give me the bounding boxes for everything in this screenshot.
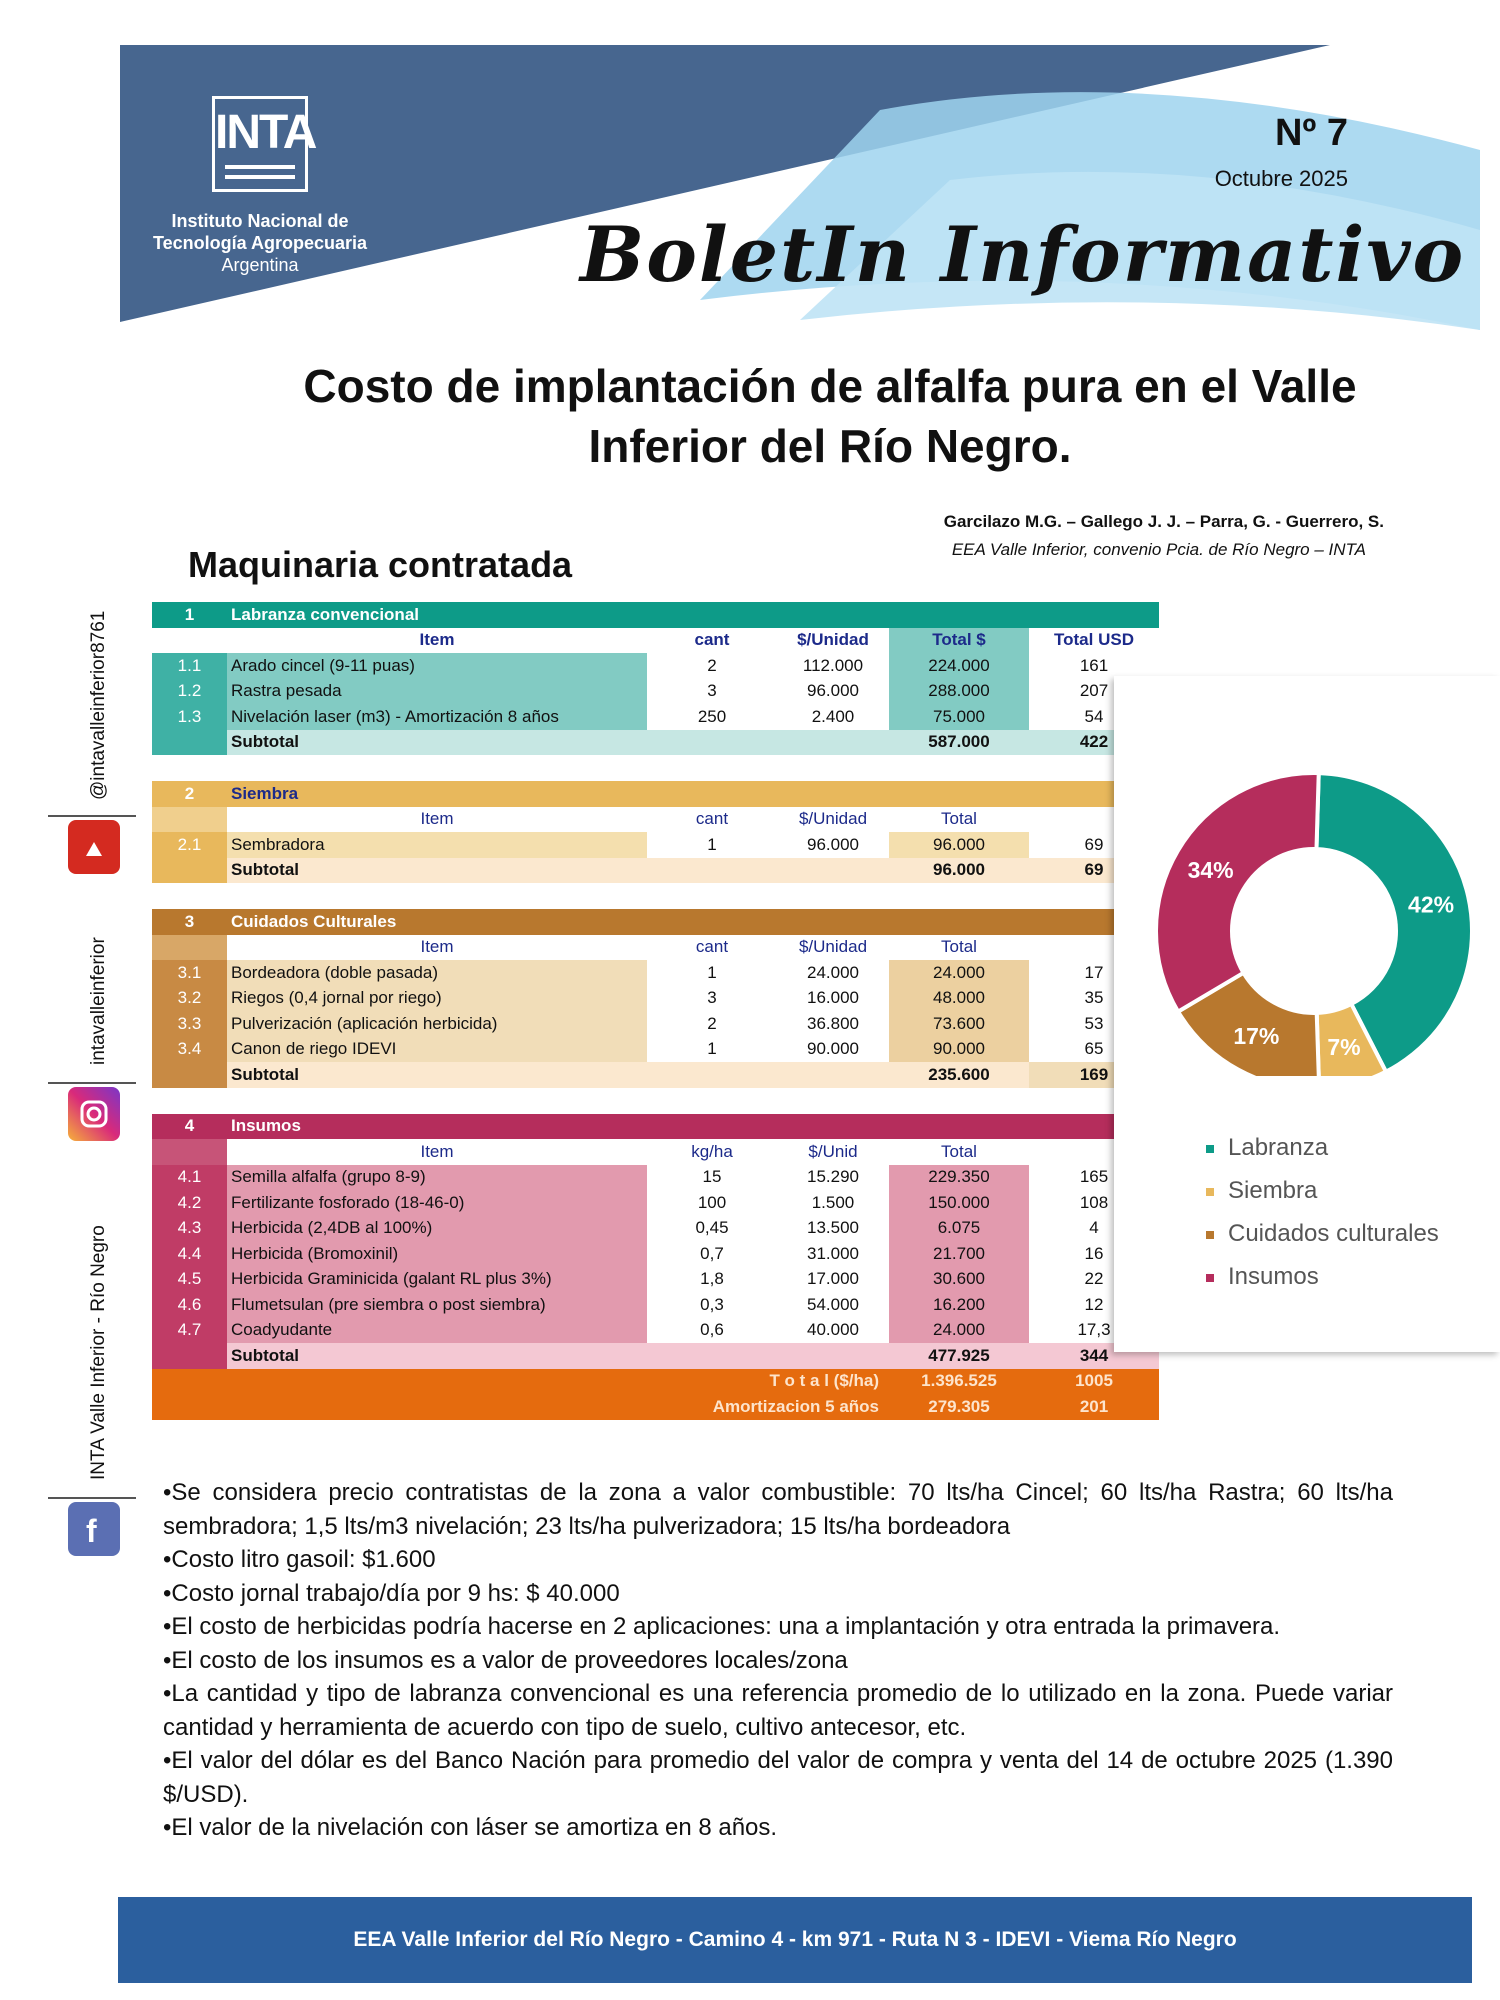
legend-item-labranza: Labranza <box>1206 1134 1328 1162</box>
note-item: •Costo jornal trabajo/día por 9 hs: $ 40.000 <box>163 1579 620 1607</box>
note-item: •El valor de la nivelación con láser se amortiza en 8 años. <box>163 1814 778 1841</box>
note-item: •El costo de herbicidas podría hacerse en 2 aplicaciones: una a implantación y otra entrada la primavera. <box>163 1613 1281 1640</box>
affiliation: EEA Valle Inferior, convenio Pcia. de Río Negro – INTA <box>951 540 1366 559</box>
table-row: 1.1 Arado cincel (9-11 puas) 2 112.000 224.000 161 <box>152 653 1159 679</box>
column-headers: Item cant $/Unidad Total <box>152 807 1159 833</box>
instagram-handle[interactable]: @intavalleinferior8761 <box>88 610 109 800</box>
donut-label: 42% <box>1408 891 1455 918</box>
bulletin-title: BoletIn Informativo <box>580 210 1466 299</box>
section-header-cuidados: 3 Cuidados Culturales <box>152 909 1159 935</box>
chart-panel <box>1114 676 1500 1352</box>
footer: EEA Valle Inferior del Río Negro - Camino 4 - km 971 - Ruta N 3 - IDEVI - Viema Río Negro <box>118 1897 1472 1983</box>
facebook-icon[interactable] <box>68 1502 120 1556</box>
section-header-insumos: 4 Insumos <box>152 1114 1159 1140</box>
authors: Garcilazo M.G. – Gallego J. J. – Parra, G. - Guerrero, S. <box>943 512 1384 531</box>
section-title: Maquinaria contratada <box>188 544 573 585</box>
legend-item-cuidados: Cuidados culturales <box>1206 1220 1439 1248</box>
table-row: 1.3 Nivelación laser (m3) - Amortización 8 años 250 2.400 75.000 54 <box>152 704 1159 730</box>
note-item: •Se considera precio contratistas de la zona a valor combustible: 70 lts/ha Cincel; 60 lts/ha Rastra; 60 lts/ha sembradora; 1,5 lts/m3 nivelación; 23 lts/ha pulverizadora; 15 lts/ha bordeadora <box>163 1479 1393 1540</box>
subtotal-row: Subtotal 96.000 69 <box>152 858 1159 884</box>
table-row: 4.7 Coadyudante 0,6 40.000 24.000 17,3 <box>152 1318 1159 1344</box>
section-header-labranza: 1 Labranza convencional <box>152 602 1159 628</box>
table-row: 1.2 Rastra pesada 3 96.000 288.000 207 <box>152 679 1159 705</box>
table-row: 3.4 Canon de riego IDEVI 1 90.000 90.000 65 <box>152 1037 1159 1063</box>
donut-label: 34% <box>1187 857 1234 884</box>
logo-text: INTA <box>215 106 316 159</box>
issue-date: Octubre 2025 <box>1214 166 1348 191</box>
donut-label: 7% <box>1327 1034 1361 1061</box>
institute-name: Instituto Nacional de Tecnología Agropecuaria Argentina <box>152 211 368 275</box>
note-item: •El costo de los insumos es a valor de proveedores locales/zona <box>163 1646 848 1674</box>
subtotal-row: Subtotal 235.600 169 <box>152 1062 1159 1088</box>
section-header-siembra: 2 Siembra <box>152 781 1159 807</box>
legend-item-siembra: Siembra <box>1206 1177 1317 1205</box>
column-headers: Item kg/ha $/Unid Total <box>152 1139 1159 1165</box>
table-row: 2.1 Sembradora 1 96.000 96.000 69 <box>152 832 1159 858</box>
svg-text:f: f <box>86 1513 97 1549</box>
facebook-handle[interactable]: INTA Valle Inferior - Río Negro <box>88 1225 109 1480</box>
donut-slice-insumos <box>1156 773 1319 1012</box>
table-row: 4.2 Fertilizante fosforado (18-46-0) 100 1.500 150.000 108 <box>152 1190 1159 1216</box>
column-headers: Item cant $/Unidad Total $ Total USD <box>152 628 1159 654</box>
table-row: 4.3 Herbicida (2,4DB al 100%) 0,45 13.500 6.075 4 <box>152 1216 1159 1242</box>
cost-table <box>152 602 1159 1420</box>
table-row: 4.1 Semilla alfalfa (grupo 8-9) 15 15.290 229.350 165 <box>152 1165 1159 1191</box>
instagram-icon[interactable] <box>68 1087 120 1141</box>
donut-label: 17% <box>1233 1023 1280 1050</box>
legend-item-insumos: Insumos <box>1206 1263 1319 1291</box>
table-row: 3.3 Pulverización (aplicación herbicida) 2 36.800 73.600 53 <box>152 1011 1159 1037</box>
note-item: •Costo litro gasoil: $1.600 <box>163 1546 436 1573</box>
subtotal-row: Subtotal 477.925 344 <box>152 1343 1159 1369</box>
total-row: T o t a l ($/ha) 1.396.525 1005 <box>152 1369 1159 1395</box>
subtotal-row: Subtotal 587.000 422 <box>152 730 1159 756</box>
note-item: •La cantidad y tipo de labranza convencional es una referencia promedio de lo utilizado en la zona. Puede variar cantidad y herramienta de acuerdo con tipo de suelo, cultivo antecesor, etc. <box>163 1680 1393 1741</box>
table-row: 4.6 Flumetsulan (pre siembra o post siembra) 0,3 54.000 16.200 12 <box>152 1292 1159 1318</box>
inta-logo <box>212 96 316 192</box>
table-row: 3.2 Riegos (0,4 jornal por riego) 3 16.000 48.000 35 <box>152 986 1159 1012</box>
youtube-icon[interactable] <box>68 820 120 874</box>
youtube-handle[interactable]: intavalleinferior <box>88 937 109 1065</box>
issue-number: Nº 7 <box>1274 112 1348 154</box>
table-row: 3.1 Bordeadora (doble pasada) 1 24.000 24.000 17 <box>152 960 1159 986</box>
table-row: 4.5 Herbicida Graminicida (galant RL plus 3%) 1,8 17.000 30.600 22 <box>152 1267 1159 1293</box>
amortization-row: Amortizacion 5 años 279.305 201 <box>152 1394 1159 1420</box>
table-row: 4.4 Herbicida (Bromoxinil) 0,7 31.000 21.700 16 <box>152 1241 1159 1267</box>
donut-chart <box>1114 676 1500 1076</box>
page-title: Costo de implantación de alfalfa pura en el Valle Inferior del Río Negro. <box>303 360 1357 472</box>
column-headers: Item cant $/Unidad Total <box>152 935 1159 961</box>
note-item: •El valor del dólar es del Banco Nación para promedio del valor de compra y venta del 14 de octubre 2025 (1.390 $/USD). <box>163 1747 1393 1808</box>
notes-list <box>163 1476 1393 1845</box>
